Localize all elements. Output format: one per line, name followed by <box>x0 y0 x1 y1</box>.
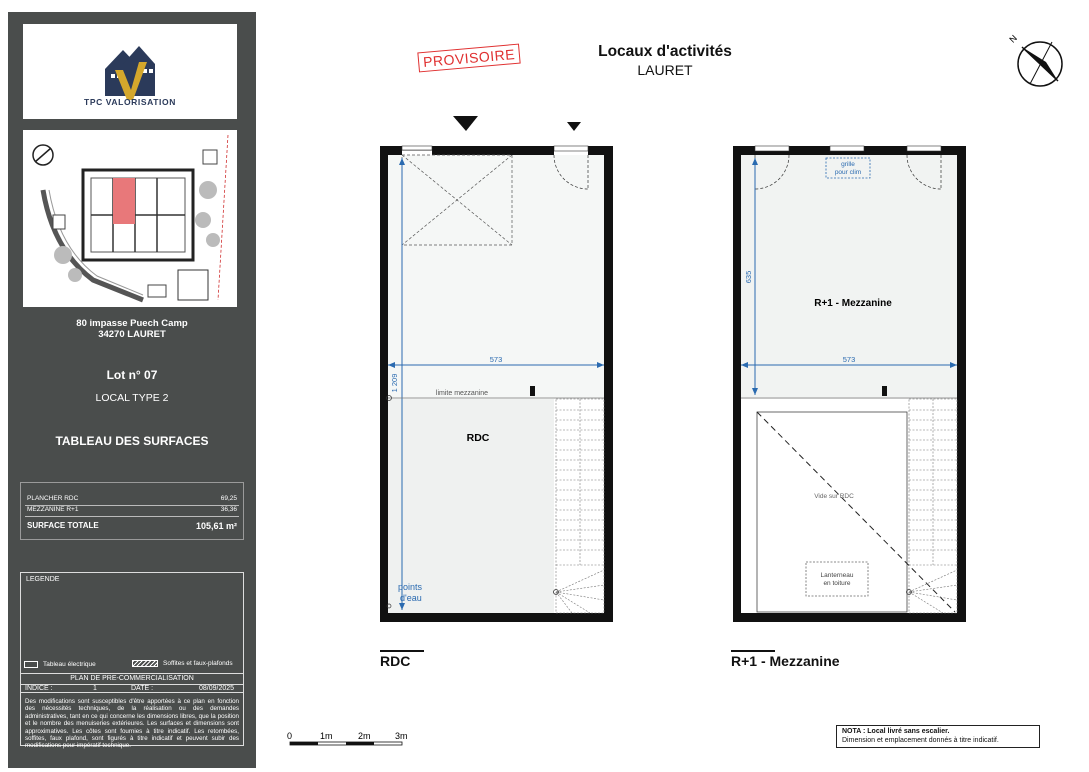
surface-value: 36,36 <box>220 506 237 513</box>
surface-total-label: SURFACE TOTALE <box>27 521 99 530</box>
ac-grille-label: grille pour clim <box>834 161 862 176</box>
rdc-plan <box>380 116 613 622</box>
electrical-panel-icon <box>882 386 887 396</box>
note-title: NOTA : Local livré sans escalier. <box>842 728 950 735</box>
page-subtitle: LAURET <box>637 62 693 78</box>
skylight-label: Lanterneau en toiture <box>820 572 854 587</box>
local-type: LOCAL TYPE 2 <box>95 392 169 404</box>
rdc-room-label: RDC <box>466 432 490 444</box>
rdc-height-dimension: 1 209 <box>390 373 399 393</box>
scale-tick-1: 1m <box>320 731 333 741</box>
rdc-caption: RDC <box>380 653 411 669</box>
lot-number: Lot n° 07 <box>106 368 158 382</box>
date-value: 08/09/2025 <box>199 685 235 692</box>
note-box <box>836 725 1040 748</box>
legend-title: LEGENDE <box>26 576 60 583</box>
surface-label: MEZZANINE R+1 <box>27 506 79 513</box>
address-line1: 80 impasse Puech Camp <box>76 318 188 329</box>
mezzanine-caption-bar <box>731 650 775 652</box>
surface-label: PLANCHER RDC <box>27 495 79 502</box>
surface-value: 69,25 <box>220 495 237 502</box>
note-body: Dimension et emplacement donnés à titre indicatif. <box>842 736 999 744</box>
surface-total-value: 105,61 m² <box>195 521 237 531</box>
mezzanine-room-label: R+1 - Mezzanine <box>814 298 892 309</box>
mezzanine-height-dimension: 635 <box>744 270 753 284</box>
stairs <box>556 399 604 613</box>
electrical-panel-icon <box>530 386 535 396</box>
mezzanine-plan <box>733 146 966 622</box>
mezzanine-caption: R+1 - Mezzanine <box>731 653 840 669</box>
water-points-label: points d'eau <box>398 582 423 603</box>
rdc-width-dimension: 573 <box>489 355 503 364</box>
void-label: Vide sur RDC <box>814 493 854 500</box>
legend-item-electrical: Tableau électrique <box>43 661 96 668</box>
address-line2: 34270 LAURET <box>98 329 166 340</box>
scale-tick-2: 2m <box>358 731 371 741</box>
indice-value: 1 <box>93 685 97 692</box>
company-name: TPC VALORISATION <box>84 97 176 107</box>
provisional-stamp: PROVISOIRE <box>417 44 520 73</box>
plan-title: PLAN DE PRE-COMMERCIALISATION <box>70 675 194 682</box>
scale-tick-3: 3m <box>395 731 408 741</box>
north-label: N <box>1007 32 1020 45</box>
mezzanine-limit-label: limite mezzanine <box>435 390 489 397</box>
surfaces-table-title: TABLEAU DES SURFACES <box>55 434 209 448</box>
indice-label: INDICE : <box>25 685 53 692</box>
scale-tick-0: 0 <box>287 731 293 741</box>
entrance-arrow-icon <box>567 122 581 131</box>
scale-bar <box>287 731 408 745</box>
legend-item-soffits: Soffites et faux-plafonds <box>163 660 233 667</box>
compass-icon <box>1007 33 1062 86</box>
rdc-caption-bar <box>380 650 424 652</box>
disclaimer-text: Des modifications sont susceptibles d'être apportées à ce plan en fonction des nécessités techniques, de la réalisation ou des demandes administratives, tant en ce qui concerne les dimensions libres, que la position et le nombre des menuiseries extérieures. Les surfaces et dimensions sont approximatives. Les côtes sont fournies à titre indicatif. Les retombées, soffites, faux plafond, sont figurés à titre indicatif et peuvent subir des modifications pour impératif technique. <box>25 698 239 750</box>
entrance-arrow-icon <box>453 116 478 131</box>
mezzanine-width-dimension: 573 <box>842 355 856 364</box>
date-label: DATE : <box>131 685 154 692</box>
page-title: Locaux d'activités <box>598 43 732 60</box>
